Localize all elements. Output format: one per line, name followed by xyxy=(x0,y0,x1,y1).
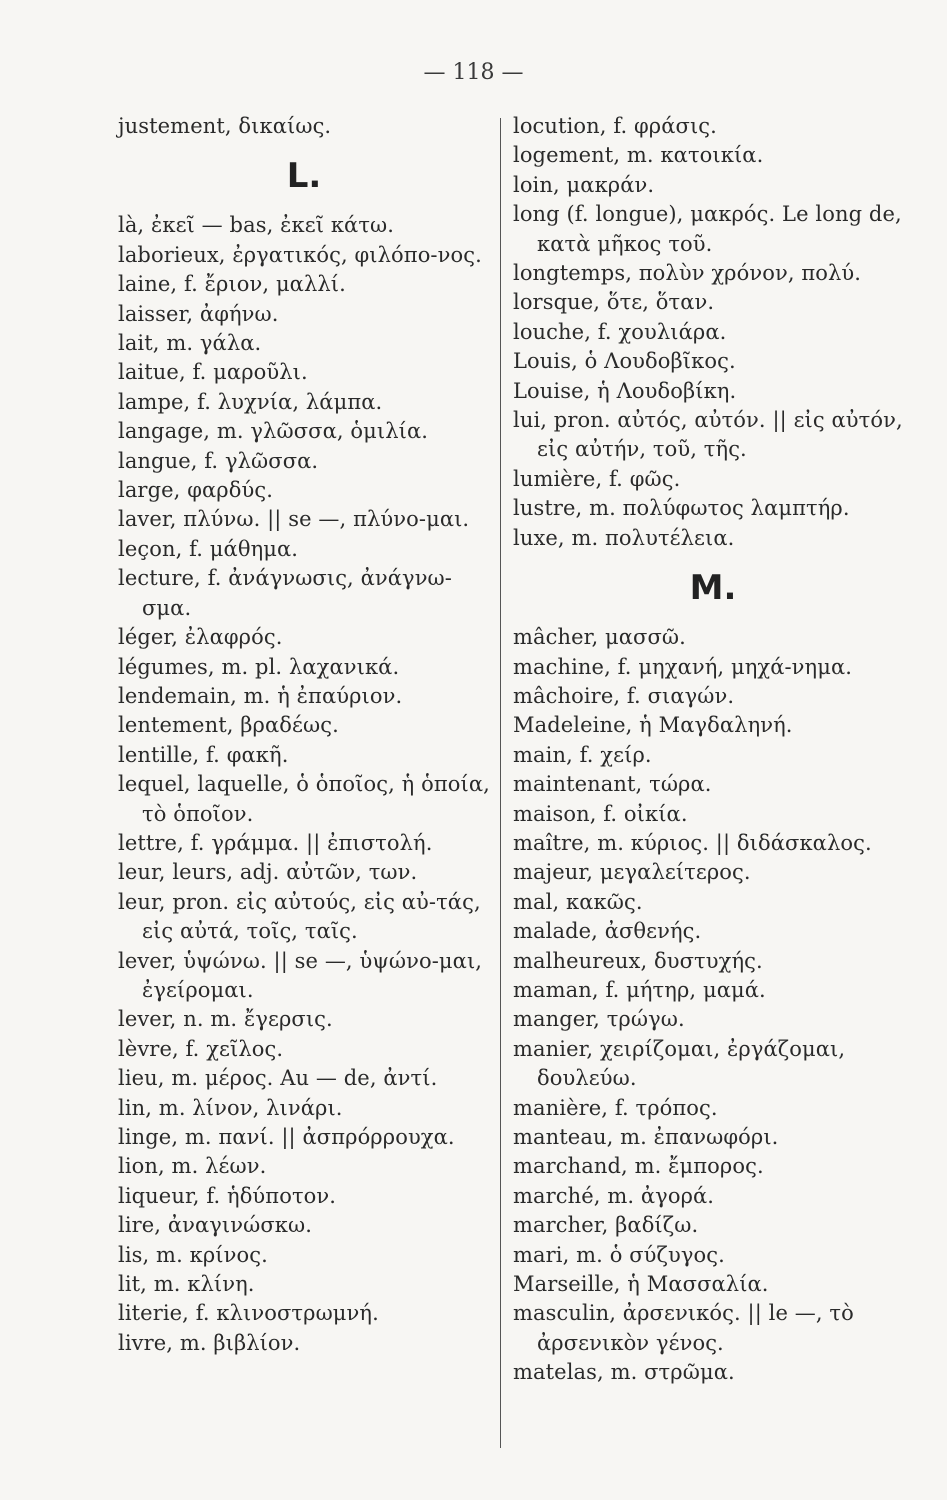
dictionary-entry: liqueur, f. ἡδύποτον. xyxy=(118,1183,337,1208)
dictionary-entry: Madeleine, ἡ Μαγδαληνή. xyxy=(513,713,793,738)
dictionary-entry: là, ἐκεῖ — bas, ἐκεῖ κάτω. xyxy=(118,213,395,238)
section-letter-m: M. xyxy=(689,568,737,609)
dictionary-entry: machine, f. μηχανή, μηχά-νημα. xyxy=(513,654,853,679)
dictionary-entry: manière, f. τρόπος. xyxy=(513,1095,718,1120)
dictionary-entry: lever, n. m. ἔγερσις. xyxy=(118,1007,333,1032)
dictionary-entry: marcher, βαδίζω. xyxy=(513,1213,699,1238)
dictionary-entry: luxe, m. πολυτέλεια. xyxy=(513,525,735,550)
dictionary-entry: lentille, f. φακῆ. xyxy=(118,742,289,767)
dictionary-entry: mal, κακῶς. xyxy=(513,889,643,914)
dictionary-entry: maman, f. μήτηρ, μαμά. xyxy=(513,977,766,1002)
right-column xyxy=(513,112,913,1388)
dictionary-entry: logement, m. κατοικία. xyxy=(513,143,764,168)
dictionary-entry: locution, f. φράσις. xyxy=(513,114,717,138)
dictionary-entry: majeur, μεγαλείτερος. xyxy=(513,860,751,885)
dictionary-entry: léger, ἐλαφρός. xyxy=(118,625,283,650)
dictionary-entry: Marseille, ἡ Μασσαλία. xyxy=(513,1272,769,1297)
dictionary-entry: langue, f. γλῶσσα. xyxy=(118,448,319,473)
dictionary-entry: manger, τρώγω. xyxy=(513,1007,685,1032)
dictionary-entry: longtemps, πολὺν χρόνον, πολύ. xyxy=(513,261,862,286)
dictionary-entry: manier, χειρίζομαι, ἐργάζομαι, δουλεύω. xyxy=(513,1036,846,1091)
entry-list-m xyxy=(513,623,913,1388)
dictionary-entry: lin, m. λίνον, λινάρι. xyxy=(118,1095,343,1120)
dictionary-entry: laborieux, ἐργατικός, φιλόπο-νος. xyxy=(118,242,482,267)
left-column xyxy=(118,112,490,1358)
dictionary-entry: mari, m. ὁ σύζυγος. xyxy=(513,1242,725,1267)
dictionary-entry: lion, m. λέων. xyxy=(118,1154,267,1179)
dictionary-entry: laisser, ἀφήνω. xyxy=(118,301,279,326)
dictionary-entry: leçon, f. μάθημα. xyxy=(118,536,299,561)
dictionary-entry: lettre, f. γράμμα. || ἐπιστολή. xyxy=(118,830,433,855)
dictionary-entry: lis, m. κρίνος. xyxy=(118,1242,268,1267)
dictionary-entry: lieu, m. μέρος. Au — de, ἀντί. xyxy=(118,1066,438,1091)
dictionary-entry: laver, πλύνω. || se —, πλύνο-μαι. xyxy=(118,507,470,532)
dictionary-entry: légumes, m. pl. λαχανικά. xyxy=(118,654,400,679)
page-number: — 118 — xyxy=(423,60,524,85)
dictionary-entry: malade, ἀσθενής. xyxy=(513,919,702,944)
dictionary-entry: langage, m. γλῶσσα, ὁμιλία. xyxy=(118,419,429,444)
dictionary-entry: Louise, ἡ Λουδοβίκη. xyxy=(513,378,737,403)
dictionary-entry: matelas, m. στρῶμα. xyxy=(513,1360,735,1385)
dictionary-entry: marchand, m. ἔμπορος. xyxy=(513,1154,764,1179)
dictionary-entry: main, f. χείρ. xyxy=(513,742,652,767)
dictionary-entry: maintenant, τώρα. xyxy=(513,772,712,797)
dictionary-entry: malheureux, δυστυχής. xyxy=(513,948,763,973)
dictionary-entry: lèvre, f. χεῖλος. xyxy=(118,1036,284,1061)
dictionary-entry: masculin, ἀρσενικός. || le —, τὸ ἀρσενικὸν γένος. xyxy=(513,1301,854,1355)
dictionary-entry: lire, ἀναγινώσκω. xyxy=(118,1213,313,1238)
dictionary-entry: manteau, m. ἐπανωφόρι. xyxy=(513,1125,779,1149)
column-divider xyxy=(500,118,501,1448)
entry: justement, δικαίως. xyxy=(118,114,332,138)
dictionary-entry: lampe, f. λυχνία, λάμπα. xyxy=(118,389,383,414)
dictionary-entry: maître, m. κύριος. || διδάσκαλος. xyxy=(513,830,872,855)
dictionary-entry: literie, f. κλινοστρωμνή. xyxy=(118,1301,379,1326)
dictionary-entry: laine, f. ἔριον, μαλλί. xyxy=(118,272,346,297)
dictionary-entry: lustre, m. πολύφωτος λαμπτήρ. xyxy=(513,496,850,521)
dictionary-entry: lait, m. γάλα. xyxy=(118,331,262,356)
dictionary-entry: lumière, f. φῶς. xyxy=(513,466,681,491)
entry-list-lo xyxy=(513,112,913,553)
dictionary-entry: louche, f. χουλιάρα. xyxy=(513,319,727,344)
dictionary-entry: lorsque, ὅτε, ὅταν. xyxy=(513,290,715,315)
dictionary-entry: livre, m. βιβλίον. xyxy=(118,1330,301,1355)
dictionary-entry: lentement, βραδέως. xyxy=(118,713,339,738)
dictionary-entry: laitue, f. μαροῦλι. xyxy=(118,360,308,385)
section-letter-l: L. xyxy=(286,156,322,197)
dictionary-entry: lui, pron. αὐτός, αὐτόν. || εἰς αὐτόν, εἰς αὐτήν, τοῦ, τῆς. xyxy=(513,408,903,462)
dictionary-entry: leur, pron. εἰς αὐτούς, εἰς αὐ-τάς, εἰς αὐτά, τοῖς, ταῖς. xyxy=(118,889,481,944)
dictionary-entry: loin, μακράν. xyxy=(513,172,655,197)
dictionary-entry: lendemain, m. ἡ ἐπαύριον. xyxy=(118,683,403,708)
dictionary-entry: leur, leurs, adj. αὐτῶν, των. xyxy=(118,860,418,885)
dictionary-entry: Louis, ὁ Λουδοβῖκος. xyxy=(513,349,736,374)
dictionary-entry: marché, m. ἀγορά. xyxy=(513,1183,715,1208)
dictionary-entry: maison, f. οἰκία. xyxy=(513,801,688,826)
entry-list-l xyxy=(118,211,490,1358)
dictionary-entry: lit, m. κλίνη. xyxy=(118,1272,255,1297)
dictionary-entry: lequel, laquelle, ὁ ὁποῖος, ἡ ὁποία, τὸ ὁποῖον. xyxy=(118,772,490,826)
dictionary-entry: lecture, f. ἀνάγνωσις, ἀνάγνω-σμα. xyxy=(118,566,452,620)
dictionary-entry: mâchoire, f. σιαγών. xyxy=(513,683,735,708)
dictionary-entry: linge, m. πανί. || ἀσπρόρρουχα. xyxy=(118,1125,455,1149)
dictionary-entry: mâcher, μασσῶ. xyxy=(513,625,686,650)
dictionary-entry: large, φαρδύς. xyxy=(118,478,273,503)
dictionary-entry: long (f. longue), μακρός. Le long de, κατὰ μῆκος τοῦ. xyxy=(513,202,902,256)
dictionary-entry: lever, ὑψώνω. || se —, ὑψώνο-μαι, ἐγείρομαι. xyxy=(118,948,483,1002)
